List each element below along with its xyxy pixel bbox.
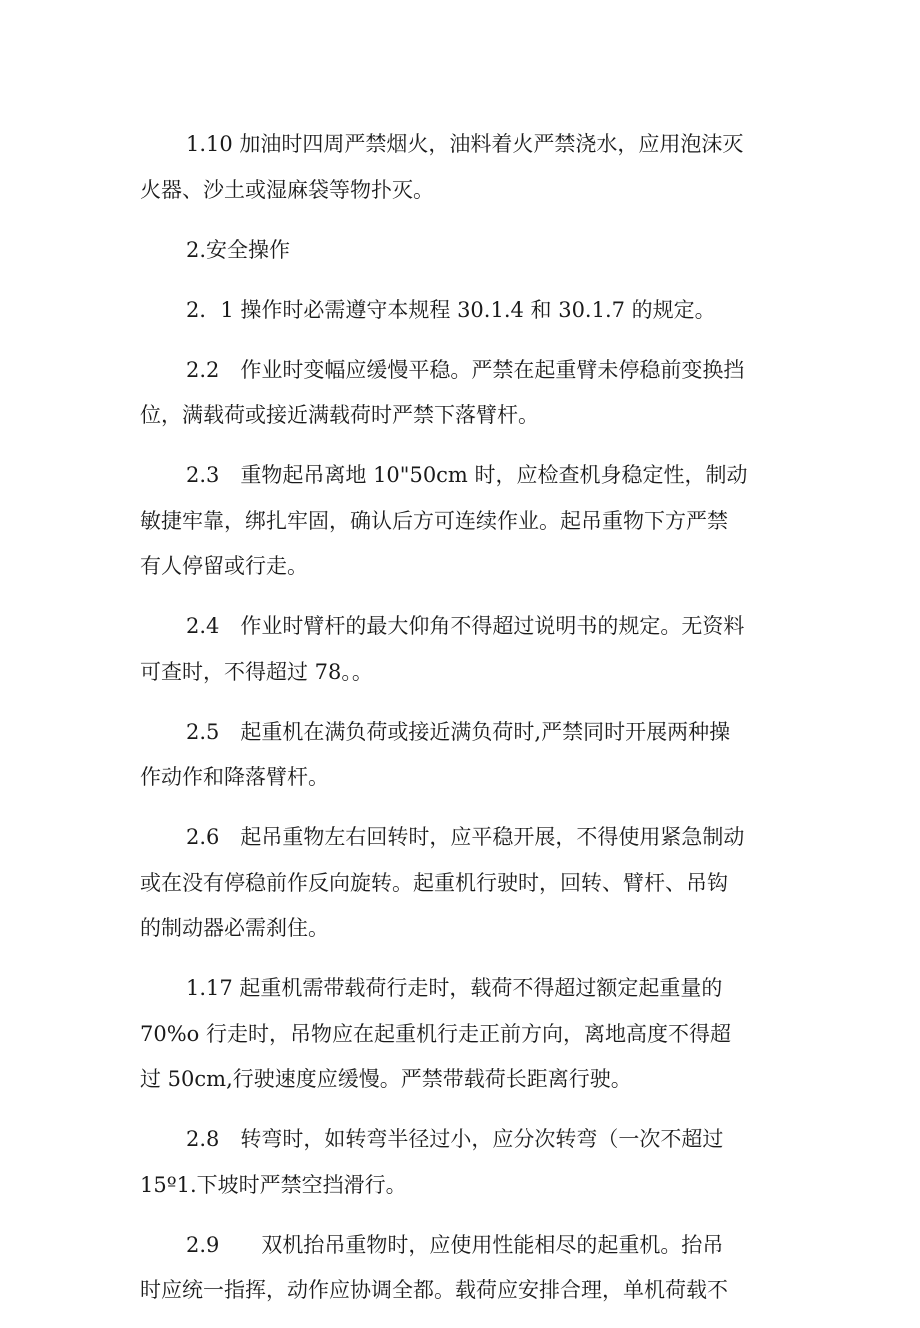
paragraph-1-10 xyxy=(140,122,783,213)
text-line: 70%o 行走时，吊物应在起重机行走正前方向，离地高度不得超 xyxy=(140,1021,731,1046)
paragraph-2-9 xyxy=(140,1223,783,1314)
text-line: 过 50cm,行驶速度应缓慢。严禁带载荷长距离行驶。 xyxy=(140,1067,632,1091)
paragraph-2-4 xyxy=(140,604,783,695)
text-line: 2.2 作业时变幅应缓慢平稳。严禁在起重臂未停稳前变换挡 xyxy=(186,357,745,382)
paragraph-2-2 xyxy=(140,348,783,439)
text-line: 2.9 双机抬吊重物时，应使用性能相尽的起重机。抬吊 xyxy=(186,1232,724,1257)
paragraph-2-1 xyxy=(140,288,783,334)
document-page xyxy=(140,122,783,1328)
text-line: 敏捷牢靠，绑扎牢固，确认后方可连续作业。起吊重物下方严禁 xyxy=(140,508,728,533)
text-line: 作动作和降落臂杆。 xyxy=(140,765,329,789)
text-line: 2.4 作业时臂杆的最大仰角不得超过说明书的规定。无资料 xyxy=(186,614,745,638)
paragraph-1-17 xyxy=(140,966,783,1103)
text-line: 2.3 重物起吊离地 10"50cm 时，应检查机身稳定性，制动 xyxy=(186,463,748,487)
text-line: 火器、沙土或湿麻袋等物扑灭。 xyxy=(140,177,434,202)
text-line: 时应统一指挥，动作应协调全都。载荷应安排合理，单机荷载不 xyxy=(140,1278,728,1302)
text-line: 或在没有停稳前作反向旋转。起重机行驶时，回转、臂杆、吊钩 xyxy=(140,870,728,895)
section-heading-2 xyxy=(140,228,783,274)
text-line: 2.8 转弯时，如转弯半径过小，应分次转弯（一次不超过 xyxy=(186,1127,724,1151)
text-line: 位，满载荷或接近满载荷时严禁下落臂杆。 xyxy=(140,403,539,427)
text-line: 1.10 加油时四周严禁烟火，油料着火严禁浇水，应用泡沫灭 xyxy=(186,132,744,156)
paragraph-2-6 xyxy=(140,815,783,952)
paragraph-2-3 xyxy=(140,453,783,590)
text-line: 有人停留或行走。 xyxy=(140,554,308,578)
text-line: 2.安全操作 xyxy=(186,237,291,262)
text-line: 15º1.下坡时严禁空挡滑行。 xyxy=(140,1172,407,1197)
paragraph-2-5 xyxy=(140,710,783,801)
text-line: 可查时，不得超过 78。。 xyxy=(140,659,373,684)
text-line: 1.17 起重机需带载荷行走时，载荷不得超过额定起重量的 xyxy=(186,976,723,1000)
text-line: 2.6 起吊重物左右回转时，应平稳开展，不得使用紧急制动 xyxy=(186,825,745,849)
text-line: 2.5 起重机在满负荷或接近满负荷时,严禁同时开展两种操 xyxy=(186,719,731,744)
text-line: 2．1 操作时必需遵守本规程 30.1.4 和 30.1.7 的规定。 xyxy=(186,297,716,322)
paragraph-2-8 xyxy=(140,1117,783,1208)
text-line: 的制动器必需刹住。 xyxy=(140,916,329,940)
